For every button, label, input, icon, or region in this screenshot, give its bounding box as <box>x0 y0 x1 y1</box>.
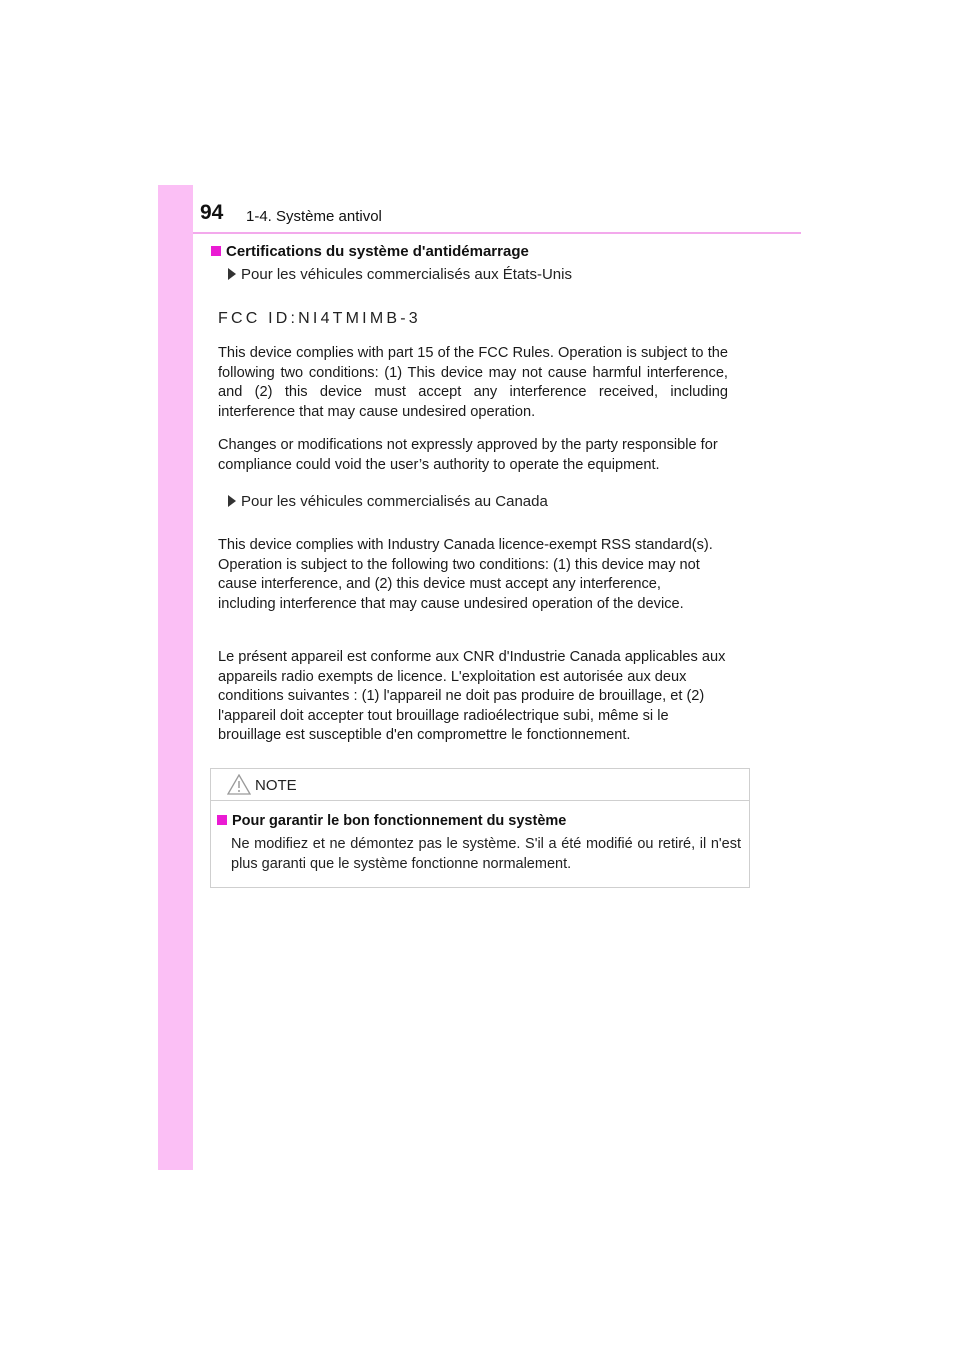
note-body: Ne modifiez et ne démontez pas le système. S'il a été modifié ou retiré, il n'est plus garanti que le système fonctionne normalement. <box>231 836 741 872</box>
header-divider <box>193 232 801 234</box>
note-heading-text: Pour garantir le bon fonctionnement du système <box>232 813 567 829</box>
certifications-heading-text: Certifications du système d'antidémarrage <box>226 243 529 260</box>
heading-square-icon <box>217 815 227 825</box>
canada-subheading <box>228 493 548 510</box>
heading-square-icon <box>211 246 221 256</box>
fcc-compliance-paragraph: This device complies with part 15 of the FCC Rules. Operation is subject to the following two conditions: (1) This device may not cause harmful interference, and (2) this device must accept any interference received, including interference that may cause undesired operation. <box>218 345 728 420</box>
chapter-sidebar-tab <box>158 185 193 1170</box>
arrow-right-icon <box>228 268 236 280</box>
arrow-right-icon <box>228 495 236 507</box>
note-header <box>211 769 749 801</box>
page-number: 94 <box>200 201 224 224</box>
note-heading <box>217 813 566 829</box>
usa-subheading-text: Pour les véhicules commercialisés aux États-Unis <box>241 266 572 283</box>
canada-subheading-text: Pour les véhicules commercialisés au Canada <box>241 493 548 510</box>
fcc-modifications-paragraph: Changes or modifications not expressly approved by the party responsible for compliance could void the user’s authority to operate the equipment. <box>218 437 718 473</box>
warning-triangle-icon <box>227 774 251 795</box>
section-title: 1-4. Système antivol <box>246 208 382 225</box>
ic-french-paragraph: Le présent appareil est conforme aux CNR d'Industrie Canada applicables aux appareils radio exempts de licence. L'exploitation est autorisée aux deux conditions suivantes : (1) l'appareil ne doit pas produire de brouillage, et (2) l'appareil doit accepter tout brouillage radioélectrique subi, même si le brouillage est susceptible d'en compromettre le fonctionnement. <box>218 649 726 743</box>
fcc-id: FCC ID:NI4TMIMB-3 <box>218 310 421 327</box>
certifications-heading <box>211 243 529 260</box>
note-box <box>210 768 750 888</box>
ic-english-paragraph: This device complies with Industry Canada licence-exempt RSS standard(s). Operation is subject to the following two conditions: (1) this device may not cause interference, and (2) this device must accept any interference, including interference that may cause undesired operation of the device. <box>218 537 713 612</box>
usa-subheading <box>228 266 572 283</box>
note-title: NOTE <box>255 777 297 794</box>
